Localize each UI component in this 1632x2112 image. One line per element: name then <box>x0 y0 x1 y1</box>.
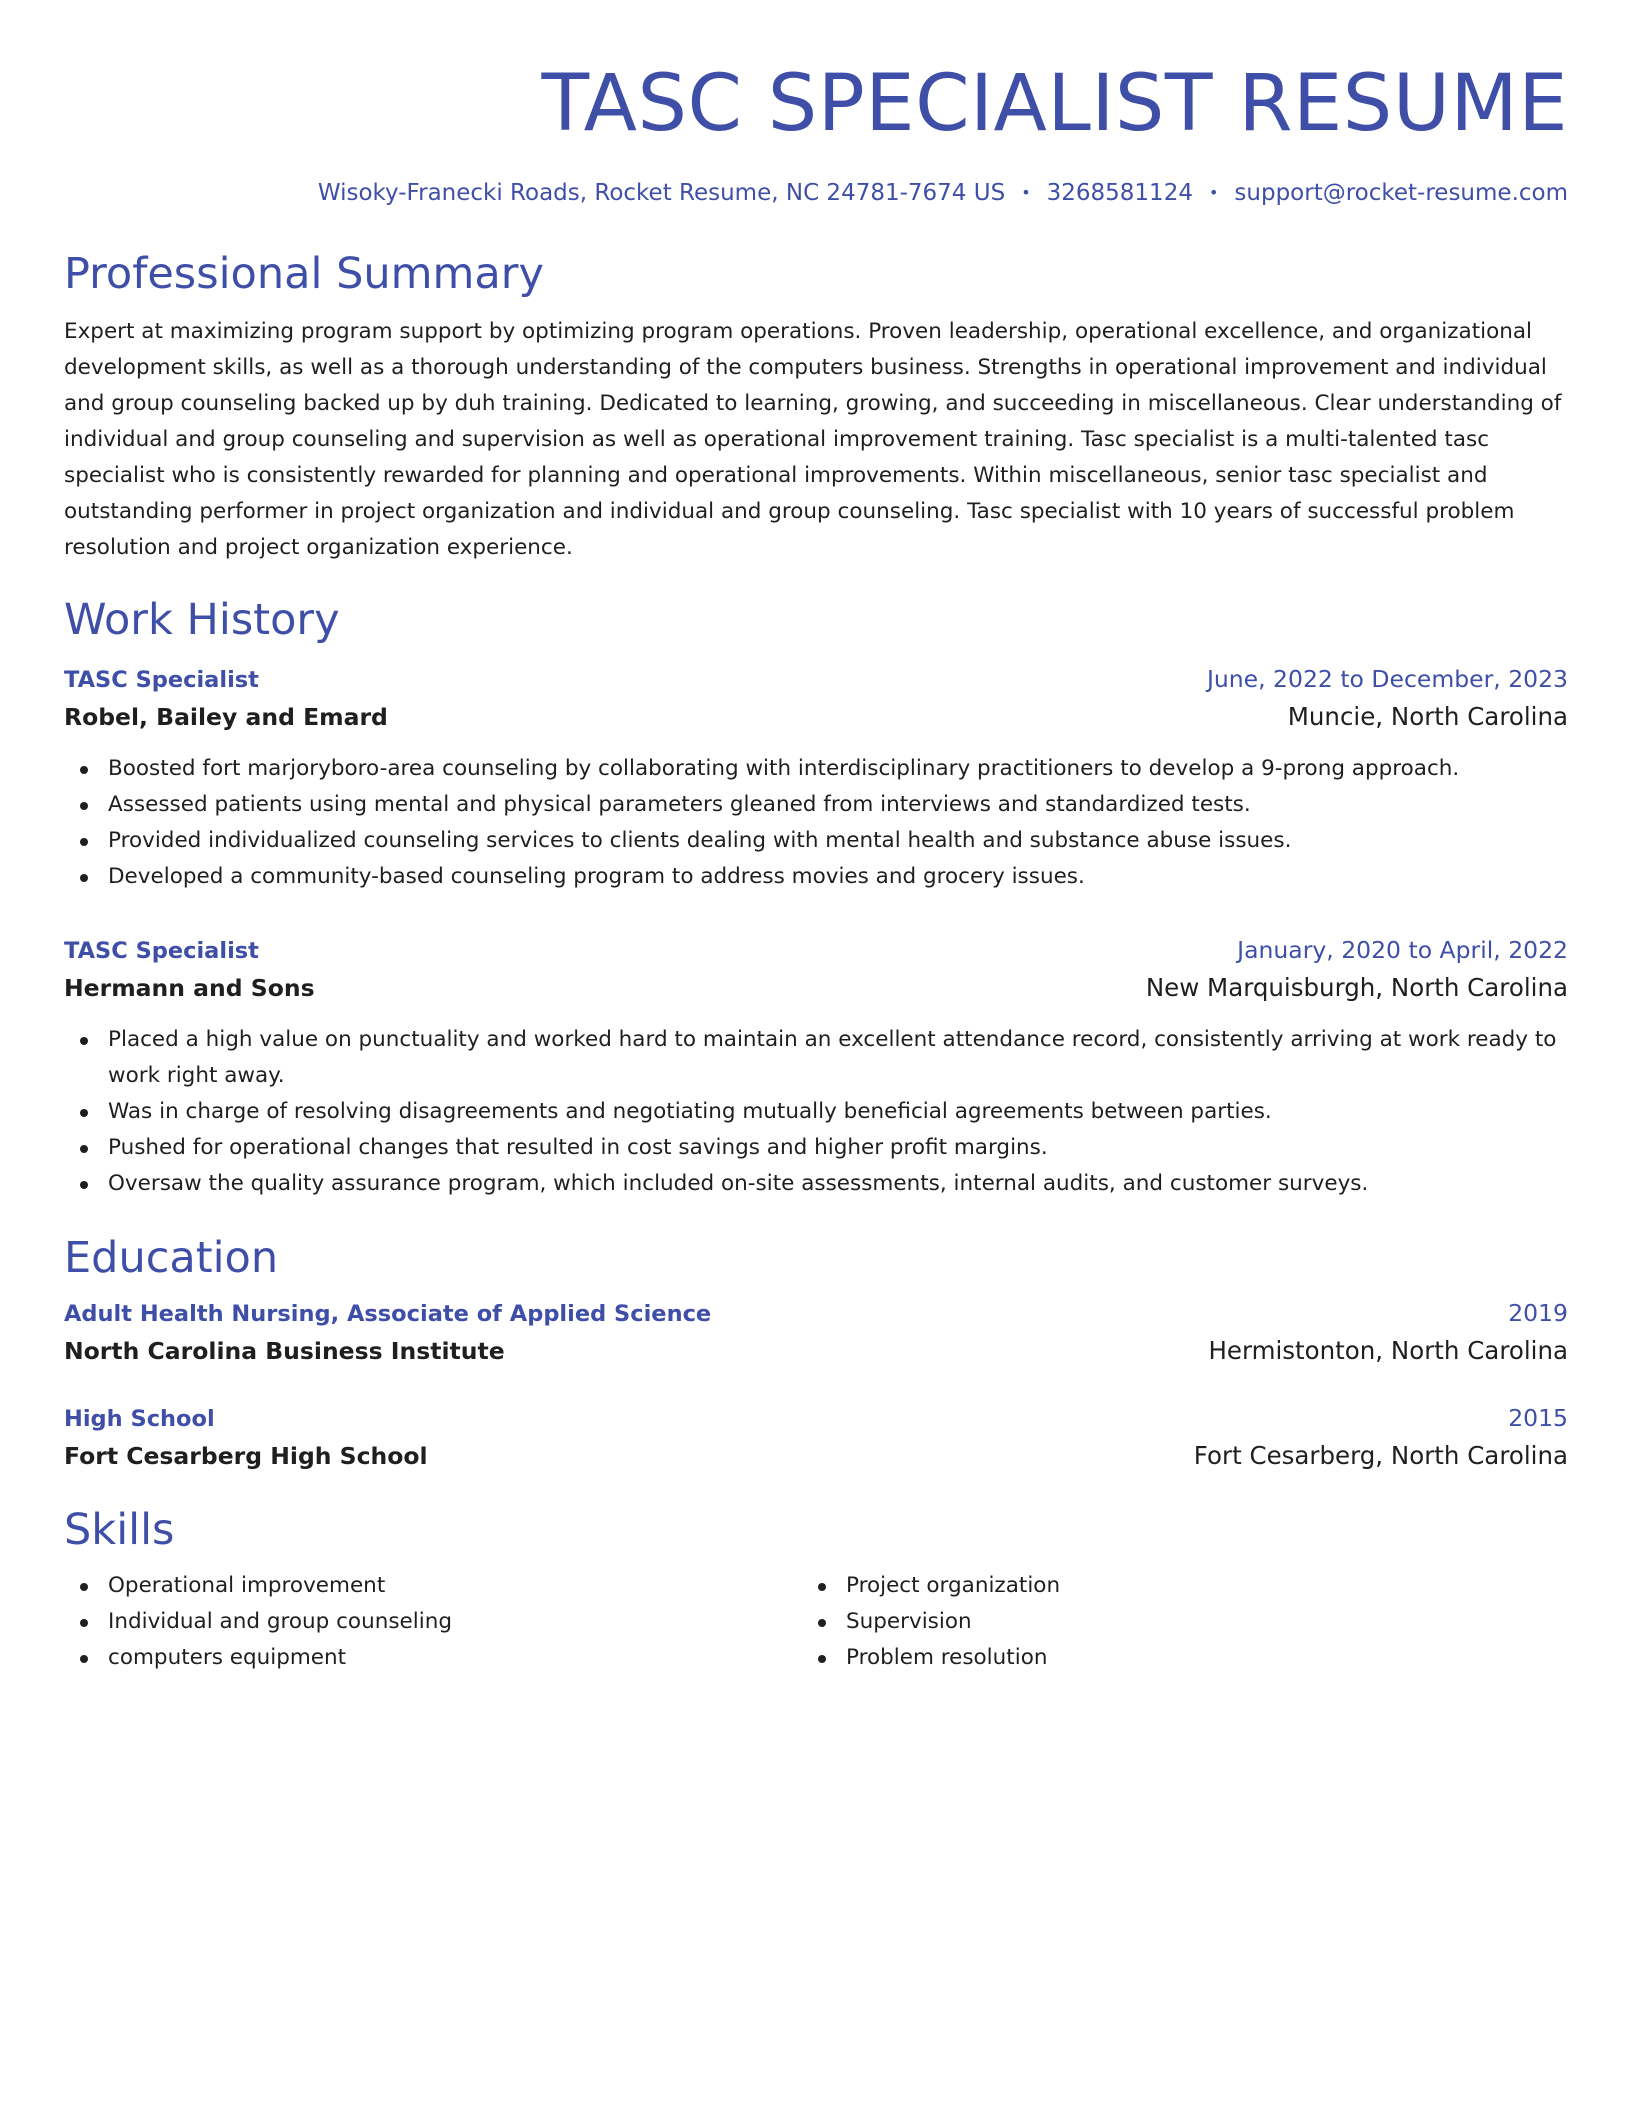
professional-summary-section <box>64 248 1568 566</box>
skill-item: computers equipment <box>64 1640 802 1676</box>
summary-text: Expert at maximizing program support by optimizing program operations. Proven leadership, operational excellence, and organizational development skills, as well as a thorough understanding of the computers business. Strengths in operational improvement and individual and group counseling backed up by duh training. Dedicated to learning, growing, and succeeding in miscellaneous. Clear understanding of individual and group counseling and supervision as well as operational improvement training. Tasc specialist is a multi-talented tasc specialist who is consistently rewarded for planning and operational improvements. Within miscellaneous, senior tasc specialist and outstanding performer in project organization and individual and group counseling. Tasc specialist with 10 years of successful problem resolution and project organization experience. <box>64 319 1562 560</box>
contact-separator: • <box>1208 183 1219 202</box>
skill-item: Operational improvement <box>64 1568 802 1604</box>
resume-title: TASC SPECIALIST RESUME <box>541 59 1568 149</box>
contact-separator: • <box>1021 183 1031 202</box>
job-bullet: Developed a community-based counseling program to address movies and grocery issues. <box>64 859 1568 895</box>
skill-item: Individual and group counseling <box>64 1604 802 1640</box>
job-dates: June, 2022 to December, 2023 <box>1206 665 1568 693</box>
job-title: TASC Specialist <box>64 938 259 964</box>
section-title-skills: Skills <box>64 1505 175 1555</box>
education-location: Hermistonton, North Carolina <box>1208 1336 1568 1365</box>
education-year: 2015 <box>1508 1404 1568 1432</box>
section-title-summary: Professional Summary <box>64 249 544 299</box>
skills-column-right <box>802 1568 1540 1676</box>
skills-list <box>802 1568 1540 1676</box>
job-bullet: Placed a high value on punctuality and worked hard to maintain an excellent attendance record, consistently arriving at work ready to work right away. <box>64 1022 1568 1094</box>
job-location: New Marquisburgh, North Carolina <box>1145 973 1568 1002</box>
job-entry <box>64 662 1568 895</box>
skill-item: Project organization <box>802 1568 1540 1604</box>
job-employer: Robel, Bailey and Emard <box>64 703 388 731</box>
skills-list <box>64 1568 802 1676</box>
job-entry <box>64 933 1568 1202</box>
job-bullet: Provided individualized counseling services to clients dealing with mental health and substance abuse issues. <box>64 823 1568 859</box>
job-location: Muncie, North Carolina <box>1287 702 1568 731</box>
education-school: North Carolina Business Institute <box>64 1337 505 1365</box>
contact-phone: 3268581124 <box>1046 180 1193 206</box>
job-bullet: Pushed for operational changes that resulted in cost savings and higher profit margins. <box>64 1130 1568 1166</box>
education-degree: Adult Health Nursing, Associate of Applied Science <box>64 1301 712 1327</box>
section-title-work-history: Work History <box>64 595 340 645</box>
resume-header <box>64 56 1568 208</box>
job-bullet: Boosted fort marjoryboro-area counseling by collaborating with interdisciplinary practitioners to develop a 9-prong approach. <box>64 751 1568 787</box>
contact-address: Wisoky-Franecki Roads, Rocket Resume, NC 24781-7674 US <box>317 180 1006 206</box>
job-bullet-list <box>64 751 1568 895</box>
skills-columns <box>64 1568 1568 1676</box>
job-bullet: Assessed patients using mental and physical parameters gleaned from interviews and standardized tests. <box>64 787 1568 823</box>
education-location: Fort Cesarberg, North Carolina <box>1193 1441 1568 1470</box>
job-bullet: Was in charge of resolving disagreements and negotiating mutually beneficial agreements between parties. <box>64 1094 1568 1130</box>
education-entry <box>64 1296 1568 1371</box>
job-dates: January, 2020 to April, 2022 <box>1237 936 1568 964</box>
skill-item: Supervision <box>802 1604 1540 1640</box>
job-title: TASC Specialist <box>64 667 259 693</box>
education-entry <box>64 1401 1568 1476</box>
skill-item: Problem resolution <box>802 1640 1540 1676</box>
contact-email: support@rocket-resume.com <box>1234 180 1568 206</box>
job-bullet-list <box>64 1022 1568 1202</box>
skills-section <box>64 1504 1568 1676</box>
education-section <box>64 1232 1568 1476</box>
skills-column-left <box>64 1568 802 1676</box>
education-degree: High School <box>64 1406 215 1432</box>
job-employer: Hermann and Sons <box>64 974 315 1002</box>
section-title-education: Education <box>64 1233 279 1283</box>
job-bullet: Oversaw the quality assurance program, which included on-site assessments, internal audits, and customer surveys. <box>64 1166 1568 1202</box>
education-school: Fort Cesarberg High School <box>64 1442 428 1470</box>
education-year: 2019 <box>1508 1299 1568 1327</box>
contact-line <box>64 178 1568 208</box>
work-history-section <box>64 594 1568 1202</box>
